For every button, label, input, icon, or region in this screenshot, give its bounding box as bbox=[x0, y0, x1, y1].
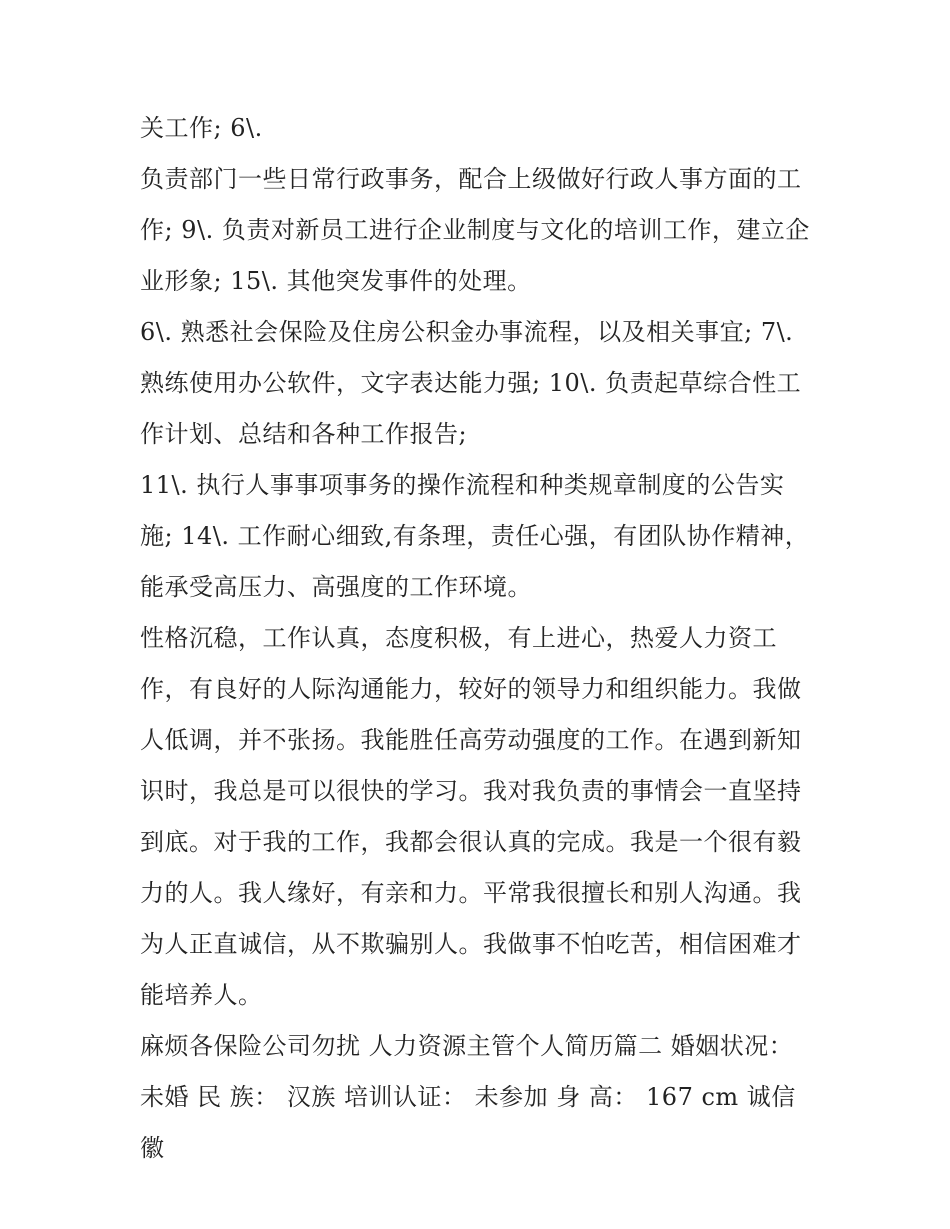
paragraph-1: 关工作; 6\. bbox=[140, 114, 263, 142]
paragraph-6: 麻烦各保险公司勿扰 人力资源主管个人简历篇二 婚姻状况： 未婚 民 族： 汉族 培训认证： 未参加 身 高： 167 cm 诚信徽 bbox=[140, 1032, 796, 1162]
paragraph-3: 6\. 熟悉社会保险及住房公积金办事流程，以及相关事宜; 7\. 熟练使用办公软件，文字表达能力强; 10\. 负责起草综合性工作计划、总结和各种工作报告; bbox=[140, 318, 802, 448]
document-body bbox=[140, 103, 815, 1174]
paragraph-5: 性格沉稳，工作认真，态度积极，有上进心，热爱人力资工作，有良好的人际沟通能力，较好的领导力和组织能力。我做人低调，并不张扬。我能胜任高劳动强度的工作。在遇到新知识时，我总是可以很快的学习。我对我负责的事情会一直坚持到底。对于我的工作，我都会很认真的完成。我是一个很有毅力的人。我人缘好，有亲和力。平常我很擅长和别人沟通。我为人正直诚信，从不欺骗别人。我做事不怕吃苦，相信困难才能培养人。 bbox=[140, 624, 802, 1009]
paragraph-2: 负责部门一些日常行政事务，配合上级做好行政人事方面的工作; 9\. 负责对新员工进行企业制度与文化的培训工作，建立企业形象; 15\. 其他突发事件的处理。 bbox=[140, 165, 810, 295]
paragraph-4: 11\. 执行人事事项事务的操作流程和种类规章制度的公告实施; 14\. 工作耐心细致,有条理，责任心强，有团队协作精神，能承受高压力、高强度的工作环境。 bbox=[140, 471, 810, 601]
